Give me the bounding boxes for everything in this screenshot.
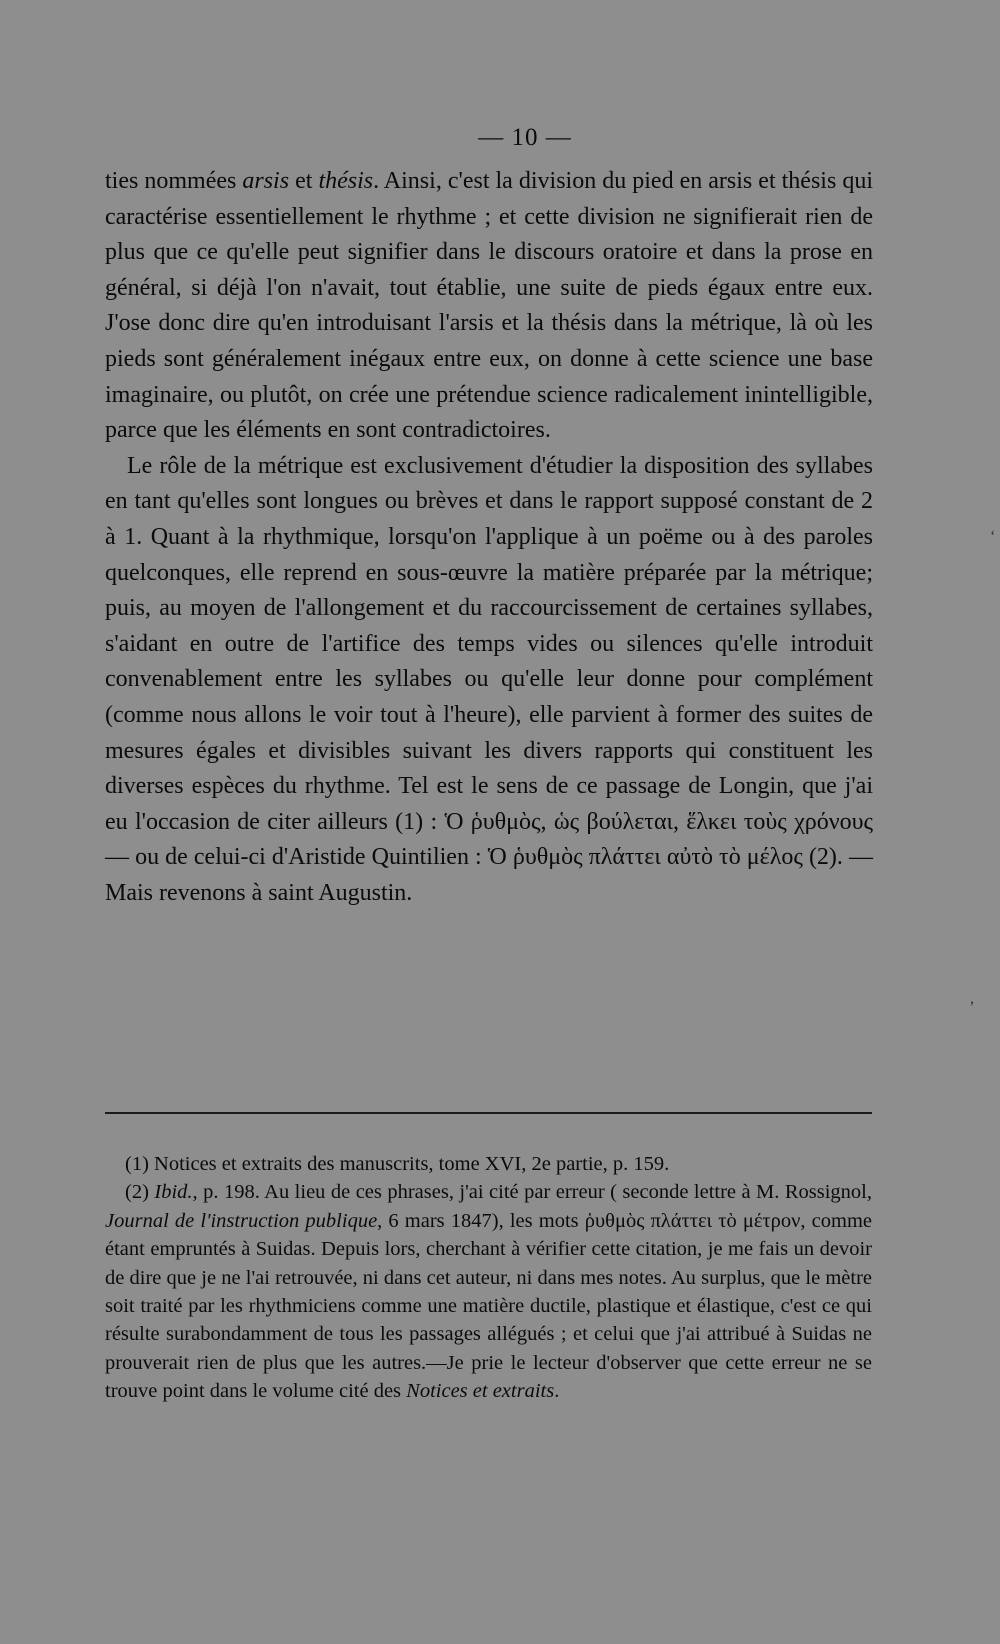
footnotes bbox=[105, 1150, 872, 1406]
text-run: Le rôle de la métrique est exclusivement d'étudier la disposition des syllabes en tant qu'elles sont longues ou brèves et dans le rapport supposé constant de 2 à 1. Quant à la rhythmique, lorsqu'on l'applique à un poëme ou à des paroles quelconques, elle reprend en sous-œuvre la matière préparée par la métrique; puis, au moyen de l'allongement et du raccourcissement de certaines syllabes, s'aidant en outre de l'artifice des temps vides ou silences qu'elle introduit convenablement entre les syllabes ou qu'elle leur donne pour complément (comme nous allons le voir tout à l'heure), elle parvient à former des suites de mesures égales et divisibles suivant les divers rapports qui constituent les diverses espèces du rhythme. Tel est le sens de ce passage de Longin, que j'ai eu l'occasion de citer ailleurs (1) : Ὁ ῥυθμὸς, ὡς βούλεται, ἕλκει τοὺς χρόνους— ou de celui-ci d'Aristide Quintilien : Ὁ ῥυθμὸς πλάττει αὐτὸ τὸ μέλος (2). — Mais revenons à saint Augustin. bbox=[105, 452, 873, 906]
footnote-1: (1) Notices et extraits des manuscrits, tome XVI, 2e partie, p. 159. bbox=[125, 1153, 670, 1175]
paragraph-1 bbox=[105, 164, 873, 449]
text-run: . bbox=[554, 1380, 560, 1403]
italic-term-thesis: thésis bbox=[318, 168, 374, 194]
footnote-2 bbox=[105, 1178, 872, 1405]
text-run: ties nommées bbox=[105, 168, 243, 194]
footnote-divider bbox=[105, 1112, 872, 1114]
italic-notices-title: Notices et extraits bbox=[406, 1380, 555, 1403]
main-text bbox=[105, 164, 873, 911]
paragraph-2 bbox=[105, 449, 873, 912]
margin-speck: ‘ bbox=[990, 528, 996, 545]
italic-ibid: Ibid. bbox=[154, 1181, 193, 1204]
page-number: — 10 — bbox=[478, 124, 572, 151]
text-run: (2) bbox=[125, 1181, 155, 1204]
text-run: et bbox=[289, 168, 319, 194]
text-run: , p. 198. Au lieu de ces phrases, j'ai cité par erreur ( seconde lettre à M. Rossignol, bbox=[192, 1181, 872, 1204]
text-run: . Ainsi, c'est la division du pied en arsis et thésis qui caractérise essentiellement le rhythme ; et cette division ne signifierait rien de plus que ce qu'elle peut signifier dans le discours oratoire et dans la prose en général, si déjà l'on n'avait, tout établie, une suite de pieds égaux entre eux. J'ose donc dire qu'en introduisant l'arsis et la thésis dans la métrique, là où les pieds sont généralement inégaux entre eux, on donne à cette science une base imaginaire, ou plutôt, on crée une prétendue science radicalement inintelligible, parce que les éléments en sont contradictoires. bbox=[105, 168, 874, 444]
italic-journal-title: Journal de l'instruction publique bbox=[105, 1209, 378, 1232]
italic-term-arsis: arsis bbox=[242, 168, 290, 194]
margin-speck: , bbox=[970, 990, 974, 1007]
text-run: , 6 mars 1847), les mots ῥυθμὸς πλάττει τὸ μέτρον, comme étant empruntés à Suidas. Depuis lors, cherchant à vérifier cette citation, je me fais un devoir de dire que je ne l'ai retrouvée, ni dans cet auteur, ni dans mes notes. Au surplus, que le mètre soit traité par les rhythmiciens comme une matière ductile, plastique et élastique, c'est ce qui résulte surabondamment de tous les passages allégués ; et celui que j'ai attribué à Suidas ne prouverait rien de plus que les autres.—Je prie le lecteur d'observer que cette erreur ne se trouve point dans le volume cité des bbox=[105, 1209, 873, 1403]
